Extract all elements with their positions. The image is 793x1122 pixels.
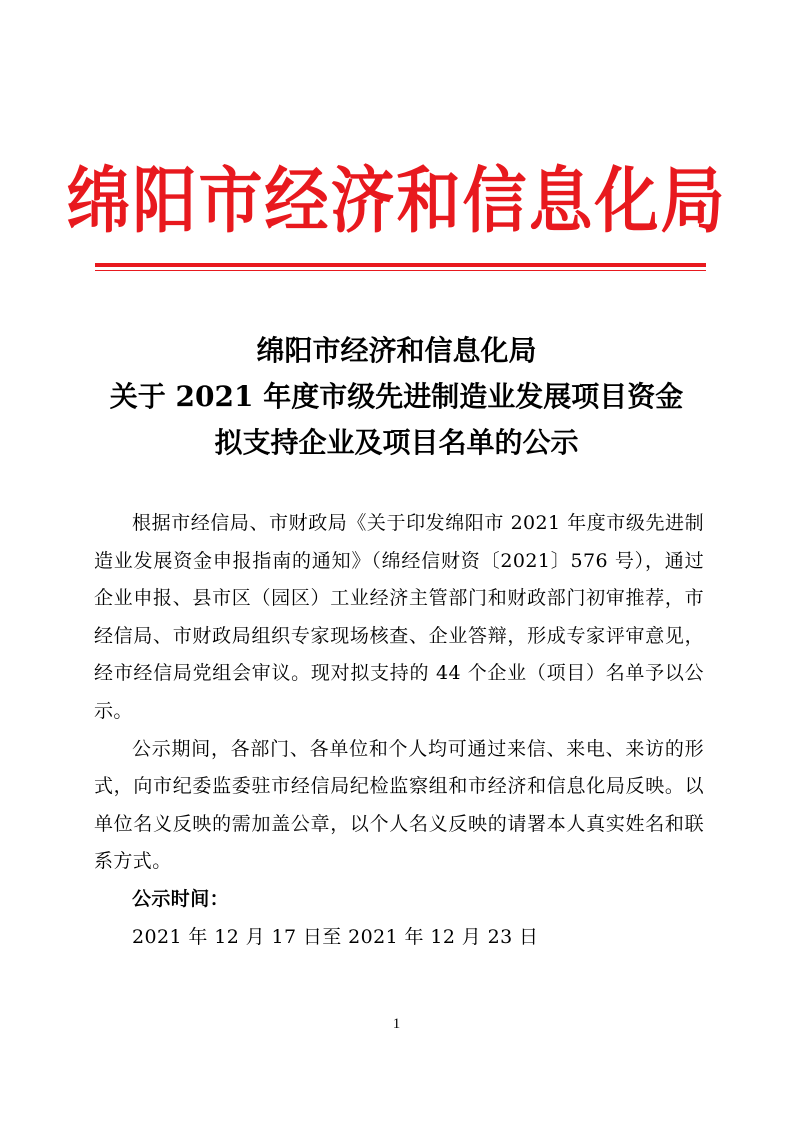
body-paragraph: 公示期间，各部门、各单位和个人均可通过来信、来电、来访的形式，向市纪委监委驻市经信局纪检监察组和市经济和信息化局反映。以单位名义反映的需加盖公章，以个人名义反映的请署本人真实姓名和联系方式。: [94, 737, 704, 873]
letterhead-red-rule-thick: [95, 263, 706, 267]
period-value: 2021 年 12 月 17 日至 2021 年 12 月 23 日: [132, 925, 539, 948]
notice-title: [60, 328, 733, 466]
period-label: 公示时间：: [132, 887, 230, 910]
letterhead-red-rule-thin: [95, 270, 706, 271]
page-number: 1: [392, 1016, 401, 1032]
body-paragraph: 根据市经信局、市财政局《关于印发绵阳市 2021 年度市级先进制造业发展资金申报指南的通知》（绵经信财资〔2021〕576 号），通过企业申报、县市区（园区）工业经济主管部门和财政部门初审推荐，市经信局、市财政局组织专家现场核查、企业答辩，形成专家评审意见，经市经信局党组会审议。现对拟支持的 44 个企业（项目）名单予以公示。: [94, 512, 704, 722]
notice-body: [94, 505, 704, 956]
notice-title-line: 绵阳市经济和信息化局: [256, 334, 537, 367]
notice-title-line: 拟支持企业及项目名单的公示: [214, 426, 579, 459]
notice-title-line: 关于 2021 年度市级先进制造业发展项目资金: [109, 380, 684, 413]
letterhead-org-name: 绵阳市经济和信息化局: [66, 159, 727, 244]
